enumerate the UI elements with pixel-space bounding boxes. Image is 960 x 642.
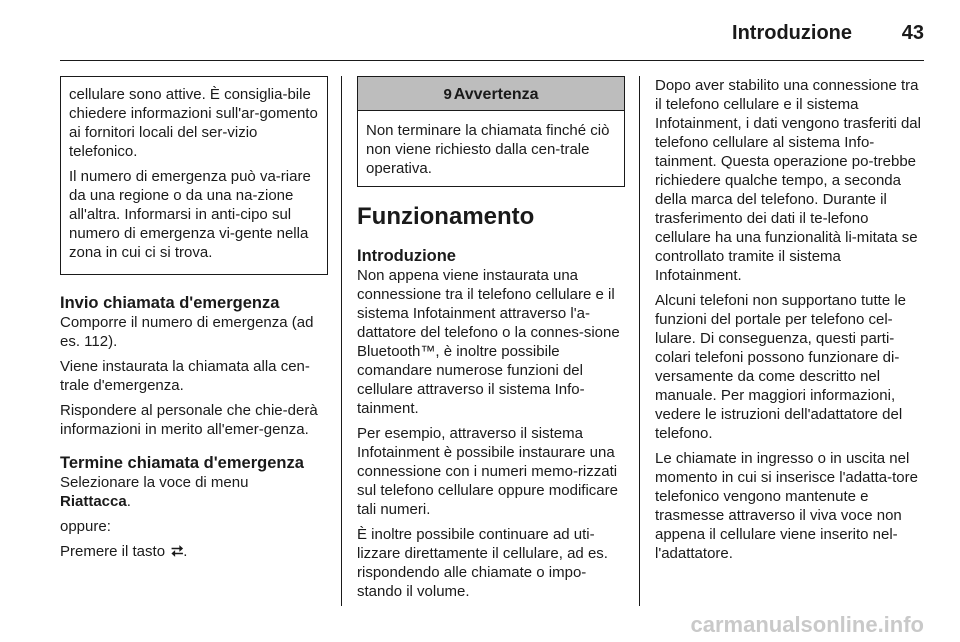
instruction-text: Selezionare la voce di menu xyxy=(60,474,249,491)
column-right xyxy=(655,76,925,569)
paragraph: Comporre il numero di emergenza (ad es. 112). xyxy=(60,314,314,350)
warning-header xyxy=(358,77,624,111)
note-paragraph: cellulare sono attive. È consiglia-bile chiedere informazioni sull'ar-gomento ai fornitori locali del ser-vizio telefonico. xyxy=(69,86,318,160)
warning-text: Non terminare la chiamata finché ciò non viene richiesto dalla cen-trale operativa. xyxy=(366,122,610,177)
menu-item-riattacca: Riattacca xyxy=(60,493,127,510)
chapter-heading: Funzionamento xyxy=(357,203,535,230)
period: . xyxy=(183,543,188,560)
warning-icon: 9 xyxy=(443,86,452,103)
period: . xyxy=(126,493,131,510)
instruction-text: Premere il tasto xyxy=(60,543,166,560)
paragraph: Non appena viene instaurata una connessione tra il telefono cellulare e il sistema Infotainment attraverso l'a-dattatore del telefono o la connes-sione Bluetooth™, è inoltre possibile comandare numerose funzioni del cellulare attraverso il sistema Info-tainment. xyxy=(357,267,620,417)
page-title: Introduzione xyxy=(732,22,852,44)
column-divider xyxy=(639,76,640,606)
note-box xyxy=(60,76,328,275)
section-heading-emergency-call: Invio chiamata d'emergenza xyxy=(60,294,280,312)
column-divider xyxy=(341,76,342,606)
note-paragraph: Il numero di emergenza può va-riare da una regione o da una na-zione all'altra. Informarsi in anti-cipo sul numero di emergenza vi-gente nella zona in cui ci si trova. xyxy=(69,168,311,261)
paragraph: Rispondere al personale che chie-derà informazioni in merito all'emer-genza. xyxy=(60,402,318,438)
paragraph xyxy=(60,542,328,561)
paragraph: Le chiamate in ingresso o in uscita nel momento in cui si inserisce l'adatta-tore telefonico vengono mantenute e trasmesse attraverso il viva voce non appena il cellulare viene inserito nel-l'adattatore. xyxy=(655,450,918,562)
paragraph: È inoltre possibile continuare ad uti-lizzare direttamente il cellulare, ad es. rispondendo alle chiamate o impo-stando il volume. xyxy=(357,526,608,600)
paragraph: Viene instaurata la chiamata alla cen-trale d'emergenza. xyxy=(60,358,310,394)
page-number: 43 xyxy=(901,22,924,44)
paragraph: Dopo aver stabilito una connessione tra il telefono cellulare e il sistema Infotainment, i dati vengono trasferiti dal telefono cellulare al sistema Info-tainment. Questa operazione po-trebbe richiedere qualche tempo, a seconda della marca del telefono. Durante il trasferimento dei dati il te-lefono cellulare ha una funzionalità li-mitata se controllato tramite il sistema Infotainment. xyxy=(655,77,921,284)
page-header xyxy=(60,16,924,61)
section-heading-end-emergency-call: Termine chiamata d'emergenza xyxy=(60,454,304,472)
column-middle xyxy=(357,76,625,607)
paragraph: oppure: xyxy=(60,518,111,535)
paragraph: Alcuni telefoni non supportano tutte le funzioni del portale per telefono cel-lulare. Di conseguenza, questi parti-colari telefoni possono funzionare di-versamente da come descritto nel manuale. Per maggiori informazioni, vedere le istruzioni dell'adattatore del telefono. xyxy=(655,292,907,442)
paragraph xyxy=(60,473,328,511)
column-left xyxy=(60,76,328,567)
warning-title: Avvertenza xyxy=(453,86,539,103)
watermark: carmanualsonline.info xyxy=(690,612,924,637)
warning-box xyxy=(357,76,625,187)
phone-hangup-icon: ⮂ xyxy=(171,543,184,560)
paragraph: Per esempio, attraverso il sistema Infotainment è possibile instaurare una connessione con i numeri memo-rizzati sul telefono cellulare oppure modificare tali numeri. xyxy=(357,425,618,518)
sub-heading: Introduzione xyxy=(357,247,456,265)
